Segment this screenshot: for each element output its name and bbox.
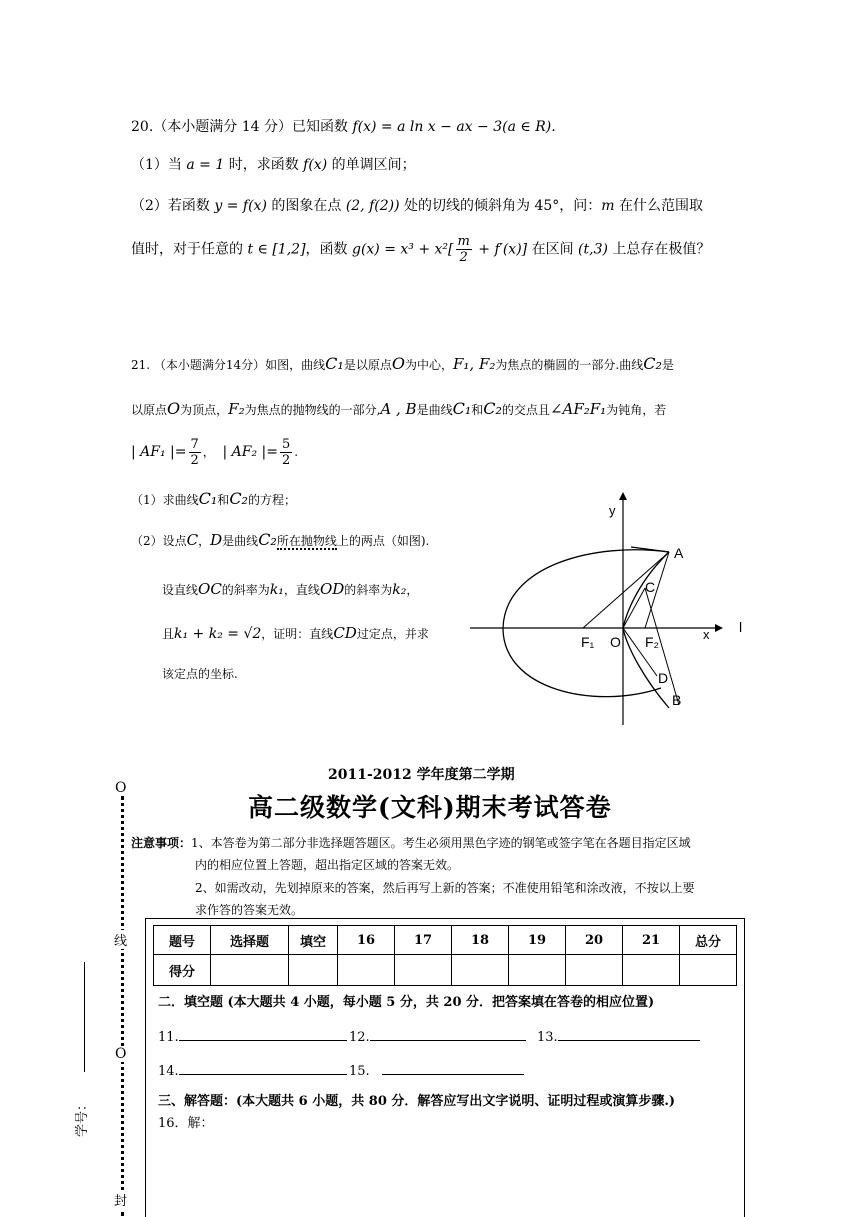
blank-row-2: 14. (158, 1060, 347, 1079)
q21-line2: 以原点O为顶点，F₂为焦点的抛物线的一部分,A , B是曲线C₁和C₂的交点且∠AF₂F₁为钝角，若 (131, 399, 667, 418)
notice-line3: 2、如需改动，先划掉原来的答案，然后再写上新的答案；不准使用铅笔和涂改液，不按以上要 (195, 881, 695, 895)
score-cell[interactable] (289, 955, 338, 986)
binding-char-line: 线 (114, 930, 127, 949)
score-cell[interactable] (566, 955, 623, 986)
table-cell: 总分 (680, 926, 737, 955)
table-cell: 16 (338, 926, 395, 955)
binding-line (121, 796, 124, 1216)
label-y: y (609, 503, 616, 518)
table-cell: 19 (509, 926, 566, 955)
seal-circle-top: O (115, 780, 127, 796)
answer-blank-12[interactable] (370, 1026, 526, 1041)
q16-label: 16．解： (158, 1116, 214, 1131)
score-table (153, 925, 737, 986)
fraction-m-over-2: $\frac{m}{2}$ (457, 234, 470, 265)
fill-blank-title: 二．填空题 (本大题共 4 小题，每小题 5 分，共 20 分．把答案填在答卷的相应位置) (158, 995, 655, 1010)
label-B: B (672, 692, 682, 708)
label-l: l (739, 619, 743, 635)
q21-sub1: （1）求曲线C₁和C₂的方程； (131, 489, 296, 508)
q20-part2: （2）若函数 y = f(x) 的图象在点 (2, f(2)) 处的切线的倾斜角为 45°，问：m 在什么范围取 (131, 198, 704, 214)
blank-row-2b: 15. (349, 1060, 524, 1079)
label-F1: F₁ (581, 634, 595, 650)
notice-label: 注意事项： (131, 836, 192, 850)
score-table-row (154, 955, 737, 986)
notice-line4: 求作答的答案无效。 (195, 903, 304, 917)
q21-sub2-line2: 设直线OC的斜率为k₁，直线OD的斜率为k₂， (162, 580, 419, 598)
label-x: x (703, 627, 710, 642)
score-table-header (154, 926, 737, 955)
q21-line1: 21. （本小题满分14分）如图，曲线C₁是以原点O为中心，F₁, F₂为焦点的椭圆的一部分.曲线C₂是 (131, 354, 674, 373)
q20-line1: 20.（本小题满分 14 分）已知函数 f(x) = a ln x − ax − 3(a ∈ R). (131, 119, 556, 135)
table-cell: 填空 (289, 926, 338, 955)
answer-blank-11[interactable] (179, 1026, 347, 1041)
notice-line1: 注意事项：1、本答卷为第二部分非选择题答题区。考生必须用黑色字迹的钢笔或签字笔在各题目指定区域 (131, 836, 691, 850)
x-axis-arrow-icon (715, 624, 723, 632)
score-cell[interactable] (452, 955, 509, 986)
student-id-field[interactable] (84, 962, 85, 1072)
student-id-label: 学号： (75, 1097, 91, 1138)
score-cell[interactable] (623, 955, 680, 986)
q21-sub2-line4: 该定点的坐标. (162, 667, 238, 681)
answer-sheet-year: 2011-2012 学年度第二学期 (328, 767, 515, 783)
table-cell: 17 (395, 926, 452, 955)
answer-blank-14[interactable] (179, 1060, 347, 1075)
q21-sub2-line3: 且k₁ + k₂ = √2，证明：直线CD过定点，并求 (162, 624, 429, 642)
notice-line2: 内的相应位置上答题，超出指定区域的答案无效。 (195, 858, 460, 872)
table-cell: 21 (623, 926, 680, 955)
q20-function: f(x) = a ln x − ax − 3(a ∈ R) (352, 119, 552, 135)
label-F2: F₂ (645, 634, 659, 650)
q21-line3: | AF₁ |= $\frac{7}{2}$ ， | AF₂ |= $\frac{5}{2}$ . (131, 437, 299, 468)
q20-part1: （1）当 a = 1 时，求函数 f(x) 的单调区间； (131, 157, 416, 173)
blank-row-1: 11. (158, 1026, 347, 1045)
label-A: A (674, 545, 684, 561)
score-cell[interactable] (338, 955, 395, 986)
line-O-C (623, 588, 645, 628)
y-axis-arrow-icon (619, 492, 627, 500)
q21-sub2: （2）设点C，D是曲线C₂所在抛物线上的两点（如图). (131, 530, 430, 549)
table-cell: 得分 (154, 955, 211, 986)
binding-char-seal: 封 (114, 1190, 127, 1209)
label-D: D (658, 670, 669, 686)
q20-part2-cont: 值时，对于任意的 t ∈ [1,2]，函数 g(x) = x³ + x²[ $\frac{m}{2}$ + f′(x)] 在区间 (t,3) 上总存在极值？ (131, 234, 711, 265)
label-C: C (645, 579, 656, 595)
answer-sheet-title: 高二级数学(文科)期末考试答卷 (248, 793, 612, 822)
label-O: O (610, 634, 621, 650)
table-cell: 题号 (154, 926, 211, 955)
blank-row-1c: 13. (537, 1026, 700, 1045)
score-cell[interactable] (211, 955, 289, 986)
score-cell[interactable] (509, 955, 566, 986)
blank-row-1b: 12. (349, 1026, 526, 1045)
q16-answer-area[interactable] (150, 1134, 738, 1214)
answer-blank-15[interactable] (382, 1060, 524, 1075)
solve-title: 三、解答题：(本大题共 6 小题，共 80 分．解答应写出文字说明、证明过程或演算步骤.) (158, 1094, 676, 1109)
answer-blank-13[interactable] (558, 1026, 700, 1041)
table-cell: 18 (452, 926, 509, 955)
score-cell[interactable] (680, 955, 737, 986)
conic-figure (465, 490, 755, 730)
table-cell: 20 (566, 926, 623, 955)
table-cell: 选择题 (211, 926, 289, 955)
seal-circle-mid: O (115, 1046, 127, 1062)
score-cell[interactable] (395, 955, 452, 986)
